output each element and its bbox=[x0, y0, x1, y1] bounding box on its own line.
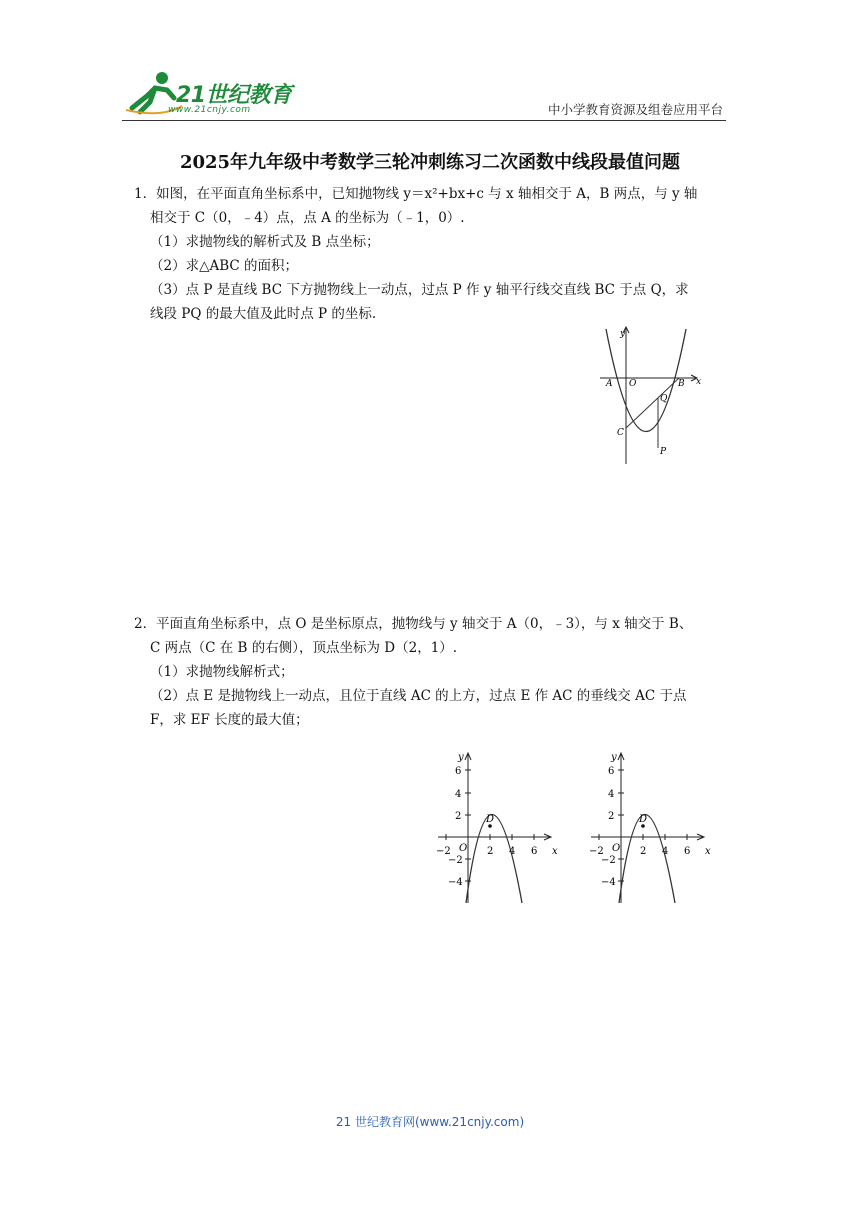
fig1-label: x bbox=[696, 377, 702, 387]
fig1-label: A bbox=[606, 379, 613, 389]
q1-line1: 1．如图，在平面直角坐标系中，已知抛物线 y＝x²+bx+c 与 x 轴相交于 A，B 两点，与 y 轴 bbox=[134, 186, 698, 202]
q1-figure bbox=[596, 324, 708, 466]
q2-figure-left bbox=[432, 748, 567, 908]
q2-sub1: （1）求抛物线解析式； bbox=[150, 664, 294, 680]
question-1 bbox=[134, 182, 734, 326]
fig2-ytick: 2 bbox=[455, 811, 462, 822]
fig2-xtick: 6 bbox=[684, 846, 691, 857]
fig2-ytick: 4 bbox=[455, 789, 462, 800]
fig2-ytick: −4 bbox=[448, 877, 463, 888]
q2-graph bbox=[589, 752, 711, 903]
page-title: 2025年九年级中考数学三轮冲刺练习二次函数中线段最值问题 bbox=[179, 152, 681, 173]
fig2-ytick: −2 bbox=[601, 855, 616, 866]
q1-sub1: （1）求抛物线的解析式及 B 点坐标； bbox=[150, 234, 380, 250]
fig1-label: P bbox=[660, 447, 667, 457]
fig2-ytick: −2 bbox=[448, 855, 463, 866]
fig2-xtick: 6 bbox=[531, 846, 538, 857]
fig2-axis-y: y bbox=[611, 752, 617, 763]
fig2-ytick: 6 bbox=[608, 766, 615, 777]
fig1-label: Q bbox=[660, 394, 668, 404]
q1-line2: 相交于 C（0，﹣4）点，点 A 的坐标为（﹣1，0）. bbox=[150, 210, 465, 226]
platform-name: 中小学教育资源及组卷应用平台 bbox=[547, 102, 723, 117]
fig2-ytick: −4 bbox=[601, 877, 616, 888]
fig2-vertex: D bbox=[639, 814, 648, 825]
fig2-ytick: 4 bbox=[608, 789, 615, 800]
fig1-label: C bbox=[617, 428, 624, 438]
question-2 bbox=[134, 612, 734, 732]
fig2-origin: O bbox=[459, 843, 468, 854]
header-divider bbox=[122, 120, 726, 121]
fig2-xtick: 2 bbox=[640, 846, 647, 857]
fig1-label: B bbox=[678, 379, 685, 389]
q1-sub2: （2）求△ABC 的面积； bbox=[150, 258, 299, 274]
fig2-ytick: 2 bbox=[608, 811, 615, 822]
fig2-xtick: 4 bbox=[662, 846, 669, 857]
fig2-xtick: 4 bbox=[509, 846, 516, 857]
q2-graph bbox=[436, 752, 558, 903]
fig2-xtick: 2 bbox=[487, 846, 494, 857]
logo-url: www.21cnjy.com bbox=[168, 105, 251, 115]
fig2-axis-x: x bbox=[552, 846, 558, 857]
q1-sub3b: 线段 PQ 的最大值及此时点 P 的坐标. bbox=[150, 306, 377, 322]
fig2-vertex: D bbox=[486, 814, 495, 825]
fig1-label: y bbox=[620, 329, 626, 339]
q2-line2: C 两点（C 在 B 的右侧），顶点坐标为 D（2，1）. bbox=[150, 640, 458, 656]
q2-figure-right bbox=[585, 748, 720, 908]
fig2-axis-y: y bbox=[458, 752, 464, 763]
fig2-ytick: 6 bbox=[455, 766, 462, 777]
logo-text: 21世纪教育 bbox=[176, 83, 292, 108]
fig2-xtick: −2 bbox=[589, 846, 604, 857]
fig2-axis-x: x bbox=[705, 846, 711, 857]
fig1-label: O bbox=[629, 379, 637, 389]
fig2-xtick: −2 bbox=[436, 846, 451, 857]
fig2-origin: O bbox=[612, 843, 621, 854]
q2-line1: 2．平面直角坐标系中，点 O 是坐标原点，抛物线与 y 轴交于 A（0，﹣3），与 x 轴交于 B、 bbox=[134, 616, 693, 632]
q2-sub2a: （2）点 E 是抛物线上一动点，且位于直线 AC 的上方，过点 E 作 AC 的垂线交 AC 于点 bbox=[150, 688, 687, 704]
q2-sub2b: F，求 EF 长度的最大值； bbox=[150, 712, 309, 728]
footer-link[interactable]: 21 世纪教育网(www.21cnjy.com) bbox=[335, 1115, 525, 1129]
q1-sub3a: （3）点 P 是直线 BC 下方抛物线上一动点，过点 P 作 y 轴平行线交直线 BC 于点 Q，求 bbox=[150, 282, 689, 298]
